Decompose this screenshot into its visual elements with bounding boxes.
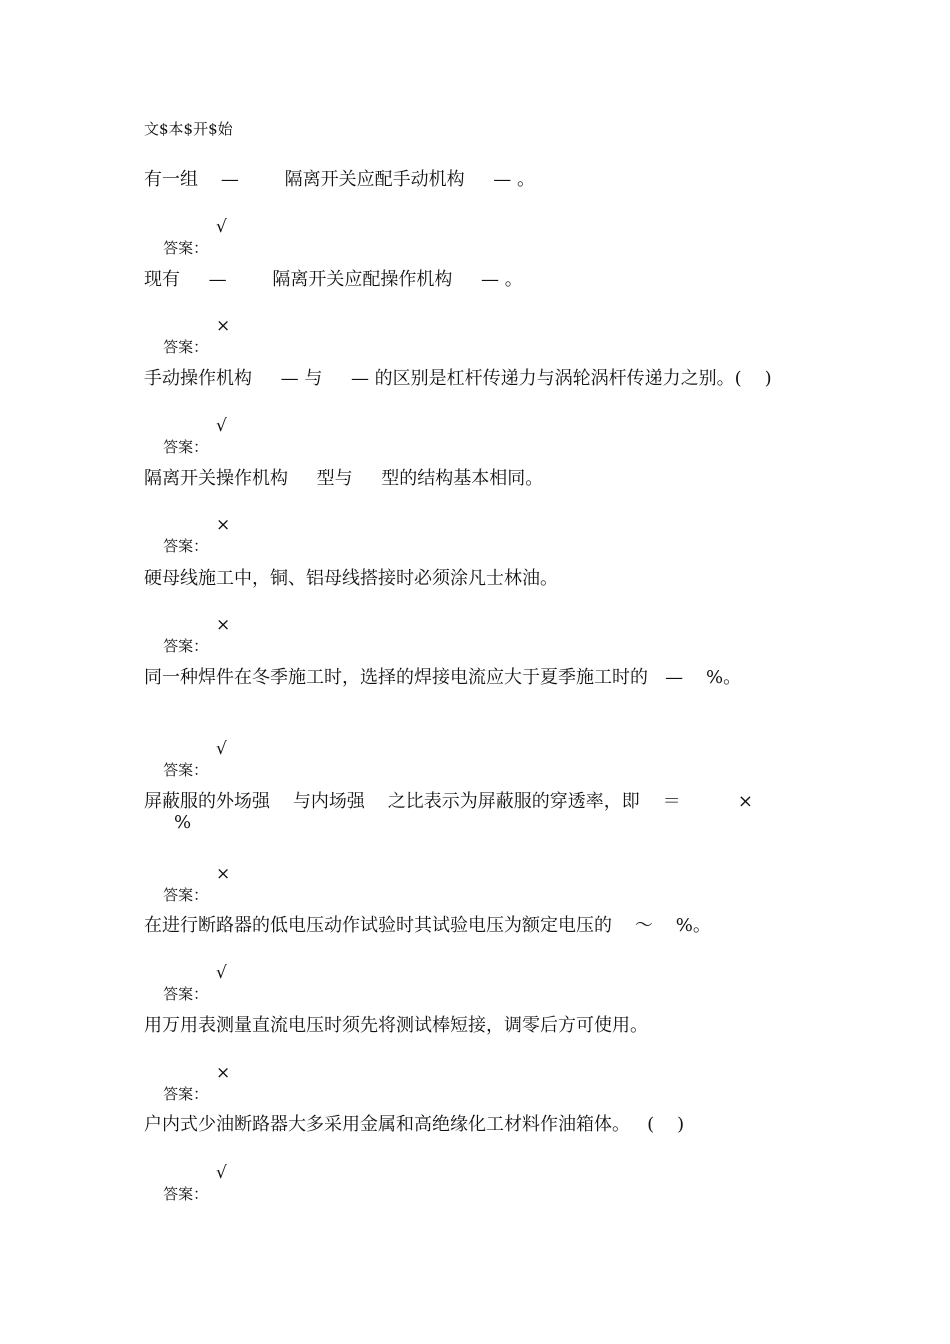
answer-label: 答案： <box>163 338 209 356</box>
answer-label: 答案： <box>163 438 209 456</box>
answer-mark-cross-icon: × <box>216 615 231 635</box>
answer-mark-check-icon: √ <box>216 1163 227 1183</box>
question-10: 户内式少油断路器大多采用金属和高绝缘化工材料作油箱体。 ( ) <box>144 1114 685 1135</box>
answer-mark-cross-icon: × <box>216 864 231 884</box>
answer-label: 答案： <box>163 761 209 779</box>
question-9: 用万用表测量直流电压时须先将测试棒短接，调零后方可使用。 <box>144 1015 648 1036</box>
answer-label: 答案： <box>163 537 209 555</box>
question-6: 同一种焊件在冬季施工时，选择的焊接电流应大于夏季施工时的 — %。 <box>144 667 742 688</box>
answer-mark-cross-icon: × <box>216 316 231 336</box>
question-5: 硬母线施工中，铜、铝母线搭接时必须涂凡士林油。 <box>144 568 558 589</box>
answer-label: 答案： <box>163 1085 209 1103</box>
answer-label: 答案： <box>163 985 209 1003</box>
answer-label: 答案： <box>163 886 209 904</box>
answer-mark-check-icon: √ <box>216 963 227 983</box>
question-3: 手动操作机构 — 与 — 的区别是杠杆传递力与涡轮涡杆传递力之别。( ) <box>144 368 772 389</box>
answer-label: 答案： <box>163 1185 209 1203</box>
question-2: 现有 — 隔离开关应配操作机构 — 。 <box>144 269 523 290</box>
question-7-continuation: % <box>174 812 192 833</box>
answer-mark-check-icon: √ <box>216 739 227 759</box>
answer-mark-cross-icon: × <box>216 1063 231 1083</box>
answer-mark-cross-icon: × <box>216 515 231 535</box>
question-1: 有一组 — 隔离开关应配手动机构 — 。 <box>144 169 535 190</box>
answer-10 <box>144 1163 227 1222</box>
header-marker: 文$本$开$始 <box>144 120 233 138</box>
answer-label: 答案： <box>163 239 209 257</box>
question-7: 屏蔽服的外场强 与内场强 之比表示为屏蔽服的穿透率，即 ＝ × <box>144 791 753 812</box>
answer-mark-check-icon: √ <box>216 217 227 237</box>
answer-label: 答案： <box>163 637 209 655</box>
question-8: 在进行断路器的低电压动作试验时其试验电压为额定电压的 ～ %。 <box>144 915 711 936</box>
answer-mark-check-icon: √ <box>216 416 227 436</box>
question-4: 隔离开关操作机构 型与 型的结构基本相同。 <box>144 468 544 489</box>
